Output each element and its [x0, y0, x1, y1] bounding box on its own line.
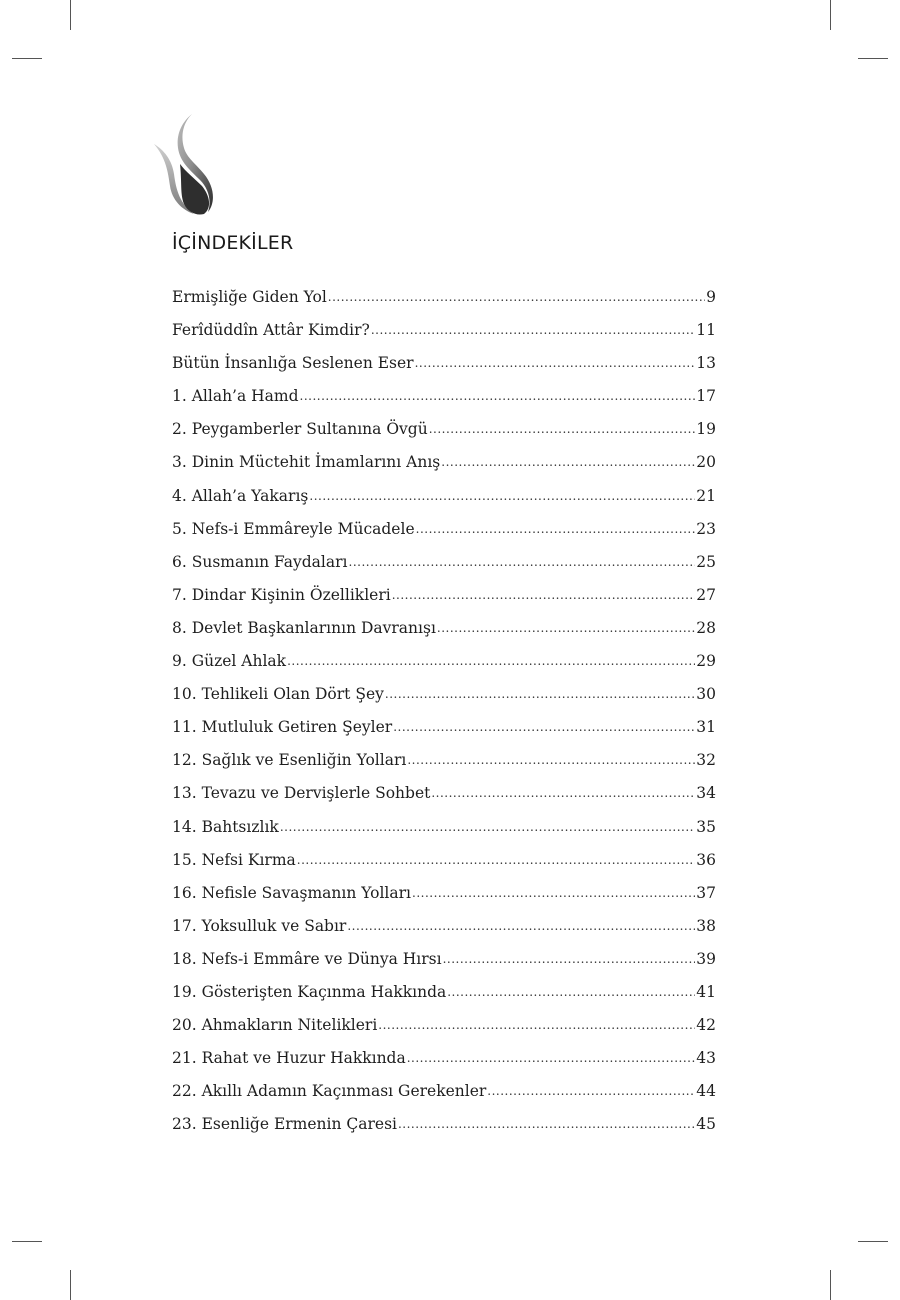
dot-leader	[398, 1117, 695, 1131]
toc-entry-page-number: 36	[696, 850, 716, 869]
toc-entry-page-number: 44	[696, 1082, 716, 1101]
toc-entry	[172, 652, 716, 685]
crop-mark-bottom-right	[830, 1270, 831, 1300]
toc-entry-title: 15. Nefsi Kırma	[172, 850, 296, 869]
toc-entry-page-number: 35	[696, 817, 716, 836]
toc-entry-page-number: 43	[696, 1049, 716, 1068]
toc-entry	[172, 818, 716, 851]
toc-entry-page-number: 23	[696, 519, 716, 538]
toc-entry-title: 16. Nefisle Savaşmanın Yolları	[172, 883, 412, 902]
toc-entry-title: 12. Sağlık ve Esenliğin Yolları	[172, 751, 407, 770]
crop-mark-left-top	[12, 58, 42, 59]
crop-mark-left-bottom	[12, 1241, 42, 1242]
toc-entry	[172, 1016, 716, 1049]
toc-entry	[172, 288, 716, 321]
dot-leader	[287, 654, 695, 668]
dot-leader	[309, 489, 695, 503]
toc-entry-title: 2. Peygamberler Sultanına Övgü	[172, 420, 428, 439]
toc-entry-title: 5. Nefs-i Emmâreyle Mücadele	[172, 519, 415, 538]
dot-leader	[392, 588, 696, 602]
dot-leader	[297, 853, 695, 867]
toc-entry	[172, 453, 716, 486]
toc-entry-title: 17. Yoksulluk ve Sabır	[172, 916, 347, 935]
toc-entry-title: 19. Gösterişten Kaçınma Hakkında	[172, 982, 447, 1001]
toc-entry	[172, 983, 716, 1016]
toc-entry	[172, 354, 716, 387]
toc-entry-title: Ferîdüddîn Attâr Kimdir?	[172, 321, 370, 340]
toc-entry-page-number: 29	[696, 652, 716, 671]
dot-leader	[431, 786, 695, 800]
dot-leader	[415, 356, 696, 370]
toc-entry-page-number: 9	[706, 288, 716, 306]
crop-mark-top-left	[70, 0, 71, 30]
table-of-contents	[172, 288, 716, 1148]
toc-entry-title: Ermişliğe Giden Yol	[172, 288, 327, 306]
toc-entry-title: 13. Tevazu ve Dervişlerle Sohbet	[172, 784, 431, 803]
toc-entry	[172, 685, 716, 718]
toc-entry	[172, 1082, 716, 1115]
toc-entry	[172, 1115, 716, 1148]
dot-leader	[371, 323, 695, 337]
dot-leader	[385, 687, 695, 701]
dot-leader	[487, 1084, 695, 1098]
crop-mark-top-right	[830, 0, 831, 30]
toc-entry-page-number: 31	[696, 718, 716, 737]
toc-entry-page-number: 27	[696, 585, 716, 604]
toc-entry-title: 1. Allah’a Hamd	[172, 387, 299, 406]
toc-entry-page-number: 32	[696, 751, 716, 770]
toc-entry-page-number: 41	[696, 982, 716, 1001]
dot-leader	[328, 290, 705, 304]
toc-entry-page-number: 21	[696, 486, 716, 505]
toc-entry-page-number: 38	[696, 916, 716, 935]
toc-entry	[172, 950, 716, 983]
toc-entry	[172, 917, 716, 950]
toc-entry-title: 8. Devlet Başkanlarının Davranışı	[172, 618, 436, 637]
toc-entry	[172, 487, 716, 520]
toc-entry-page-number: 30	[696, 685, 716, 704]
toc-entry	[172, 851, 716, 884]
toc-entry-title: 11. Mutluluk Getiren Şeyler	[172, 718, 393, 737]
toc-entry	[172, 619, 716, 652]
toc-entry-title: 10. Tehlikeli Olan Dört Şey	[172, 685, 384, 704]
toc-heading: İÇİNDEKİLER	[172, 232, 294, 254]
dot-leader	[441, 455, 695, 469]
dot-leader	[447, 985, 695, 999]
toc-entry	[172, 387, 716, 420]
dot-leader	[429, 422, 696, 436]
toc-entry-title: 23. Esenliğe Ermenin Çaresi	[172, 1115, 397, 1134]
toc-entry	[172, 586, 716, 619]
toc-entry-page-number: 17	[696, 387, 716, 406]
toc-entry	[172, 553, 716, 586]
toc-entry	[172, 420, 716, 453]
toc-entry-page-number: 28	[696, 618, 716, 637]
dot-leader	[280, 820, 695, 834]
toc-entry-page-number: 19	[696, 420, 716, 439]
toc-entry-page-number: 25	[696, 552, 716, 571]
dot-leader	[407, 1051, 696, 1065]
toc-entry-title: 20. Ahmakların Nitelikleri	[172, 1016, 378, 1035]
toc-entry-page-number: 39	[696, 949, 716, 968]
dot-leader	[393, 720, 695, 734]
toc-entry-title: 4. Allah’a Yakarış	[172, 486, 309, 505]
toc-entry	[172, 784, 716, 817]
toc-entry-page-number: 20	[696, 453, 716, 472]
toc-entry-title: 3. Dinin Müctehit İmamlarını Anış	[172, 453, 441, 472]
toc-entry-page-number: 37	[696, 883, 716, 902]
toc-entry-title: 7. Dindar Kişinin Özellikleri	[172, 585, 391, 604]
crop-mark-right-top	[858, 58, 888, 59]
toc-entry	[172, 718, 716, 751]
toc-entry-title: 9. Güzel Ahlak	[172, 652, 287, 671]
toc-entry	[172, 1049, 716, 1082]
toc-entry-title: 22. Akıllı Adamın Kaçınması Gerekenler	[172, 1082, 487, 1101]
toc-entry-page-number: 34	[696, 784, 716, 803]
toc-entry-title: 14. Bahtsızlık	[172, 817, 279, 836]
toc-entry	[172, 321, 716, 354]
dot-leader	[437, 621, 695, 635]
toc-entry-page-number: 13	[696, 354, 716, 373]
dot-leader	[412, 886, 695, 900]
toc-entry-title: 6. Susmanın Faydaları	[172, 552, 348, 571]
toc-entry-page-number: 11	[696, 321, 716, 340]
toc-entry-title: Bütün İnsanlığa Seslenen Eser	[172, 354, 414, 373]
swirl-ornament-icon	[150, 112, 222, 216]
dot-leader	[347, 919, 695, 933]
dot-leader	[378, 1018, 695, 1032]
toc-entry	[172, 751, 716, 784]
dot-leader	[349, 555, 696, 569]
toc-entry-page-number: 45	[696, 1115, 716, 1134]
toc-entry-title: 18. Nefs-i Emmâre ve Dünya Hırsı	[172, 949, 442, 968]
toc-entry-page-number: 42	[696, 1016, 716, 1035]
crop-mark-right-bottom	[858, 1241, 888, 1242]
dot-leader	[300, 389, 696, 403]
toc-entry-title: 21. Rahat ve Huzur Hakkında	[172, 1049, 406, 1068]
dot-leader	[407, 753, 695, 767]
dot-leader	[416, 522, 696, 536]
crop-mark-bottom-left	[70, 1270, 71, 1300]
toc-entry	[172, 520, 716, 553]
dot-leader	[443, 952, 696, 966]
toc-entry	[172, 884, 716, 917]
